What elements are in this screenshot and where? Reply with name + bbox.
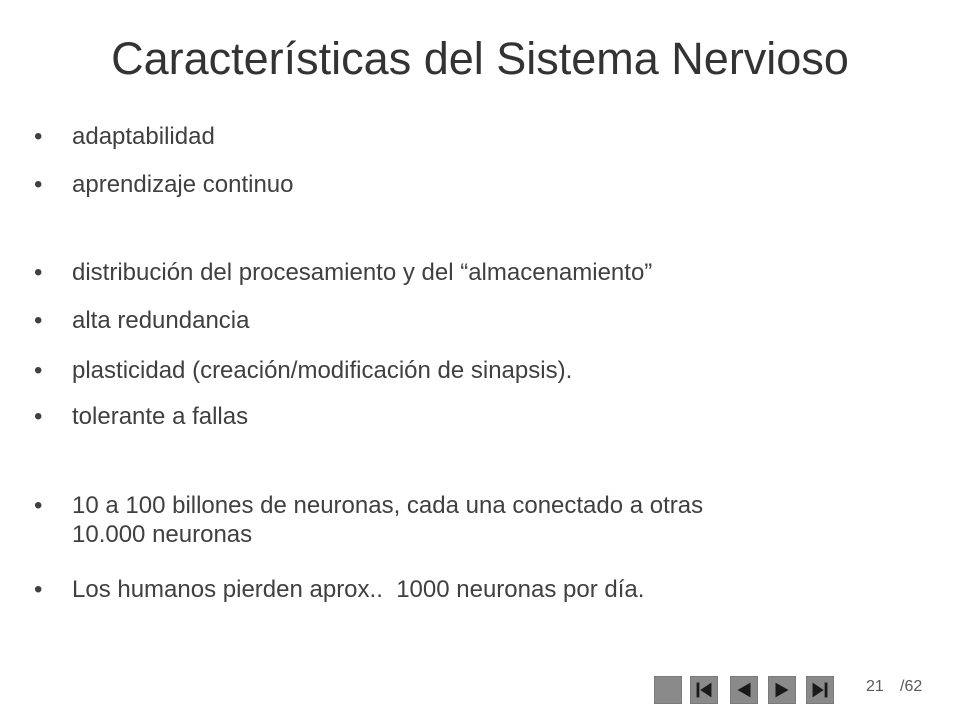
blank-button[interactable]	[654, 676, 682, 704]
previous-slide-button[interactable]	[730, 676, 758, 704]
bullet-marker: •	[34, 357, 43, 384]
bullet-marker: •	[34, 259, 43, 286]
bullet-text: distribución del procesamiento y del “almacenamiento”	[72, 259, 653, 286]
bullet-marker: •	[34, 171, 43, 198]
bullet-text: tolerante a fallas	[72, 403, 249, 430]
bullet-text: adaptabilidad	[72, 123, 215, 150]
last-slide-icon	[807, 677, 833, 703]
bullet-marker: •	[34, 123, 43, 150]
last-slide-button[interactable]	[806, 676, 834, 704]
bullet-marker: •	[34, 576, 43, 603]
current-page-number: 21	[866, 678, 884, 695]
previous-slide-icon	[731, 677, 757, 703]
slide-title: Características del Sistema Nervioso	[111, 33, 849, 84]
blank-icon	[655, 677, 681, 703]
bullet-marker: •	[34, 403, 43, 430]
total-pages: /62	[900, 678, 923, 695]
next-slide-icon	[769, 677, 795, 703]
bullet-marker: •	[34, 307, 43, 334]
bullet-text: 10 a 100 billones de neuronas, cada una conectado a otras 10.000 neuronas	[72, 492, 704, 548]
next-slide-button[interactable]	[768, 676, 796, 704]
bullet-text: alta redundancia	[72, 307, 250, 334]
bullet-marker: •	[34, 492, 43, 519]
bullet-text: Los humanos pierden aprox.. 1000 neuronas por día.	[72, 576, 645, 603]
first-slide-icon	[691, 677, 717, 703]
bullet-text: aprendizaje continuo	[72, 171, 294, 198]
first-slide-button[interactable]	[690, 676, 718, 704]
bullet-text: plasticidad (creación/modificación de sinapsis).	[72, 357, 573, 384]
